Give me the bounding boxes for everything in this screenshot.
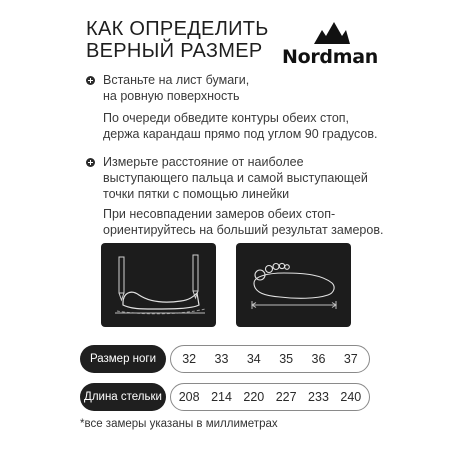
insole-length-value: 240 xyxy=(340,390,362,404)
ruler-icon xyxy=(252,301,336,309)
step2-line-3: точки пятки с помощью линейки xyxy=(103,187,290,201)
step2-detail xyxy=(103,206,383,238)
title-line-1: КАК ОПРЕДЕЛИТЬ xyxy=(86,18,269,40)
step2-detail-line-2: ориентируйтесь на больший результат замеров. xyxy=(103,223,384,237)
step2-line-2: выступающего пальца и самой выступающей xyxy=(103,171,368,185)
step1-detail-line-1: По очереди обведите контуры обеих стоп, xyxy=(103,111,350,125)
foot-size-value: 35 xyxy=(279,352,294,366)
foot-size-value: 34 xyxy=(246,352,261,366)
plus-circle-icon xyxy=(86,158,95,167)
foot-side-icon xyxy=(101,243,216,327)
insole-length-label: Длина стельки xyxy=(80,383,166,411)
footprint-icon xyxy=(236,243,351,327)
foot-size-value: 37 xyxy=(343,352,358,366)
brand-name: Nordman xyxy=(282,46,378,68)
step1-detail-line-2: держа карандаш прямо под углом 90 градусов. xyxy=(103,127,378,141)
footprint-panel xyxy=(236,243,351,327)
plus-circle-icon xyxy=(86,76,95,85)
insole-length-value: 214 xyxy=(211,390,232,404)
insole-length-values xyxy=(170,383,370,411)
foot-size-value: 32 xyxy=(182,352,197,366)
footnote: *все замеры указаны в миллиметрах xyxy=(80,418,278,430)
step2-line-1: Измерьте расстояние от наиболее xyxy=(103,155,304,169)
step1-text xyxy=(103,72,249,104)
brand-mountain-icon xyxy=(312,22,352,44)
page-title xyxy=(86,18,269,62)
foot-outline-panel xyxy=(101,243,216,327)
foot-size-value: 33 xyxy=(214,352,229,366)
title-line-2: ВЕРНЫЙ РАЗМЕР xyxy=(86,40,263,62)
step2-detail-line-1: При несовпадении замеров обеих стоп- xyxy=(103,207,336,221)
insole-length-value: 227 xyxy=(275,390,297,404)
insole-length-value: 208 xyxy=(178,390,200,404)
brand-logo xyxy=(282,22,378,72)
insole-length-value: 233 xyxy=(308,390,329,404)
step1-line-2: на ровную поверхность xyxy=(103,89,240,103)
foot-size-value: 36 xyxy=(311,352,326,366)
foot-size-values xyxy=(170,345,370,373)
foot-size-label: Размер ноги xyxy=(80,345,166,373)
step1-detail xyxy=(103,110,378,142)
step1-line-1: Встаньте на лист бумаги, xyxy=(103,73,250,87)
insole-length-value: 220 xyxy=(243,390,265,404)
step2-text xyxy=(103,154,368,202)
